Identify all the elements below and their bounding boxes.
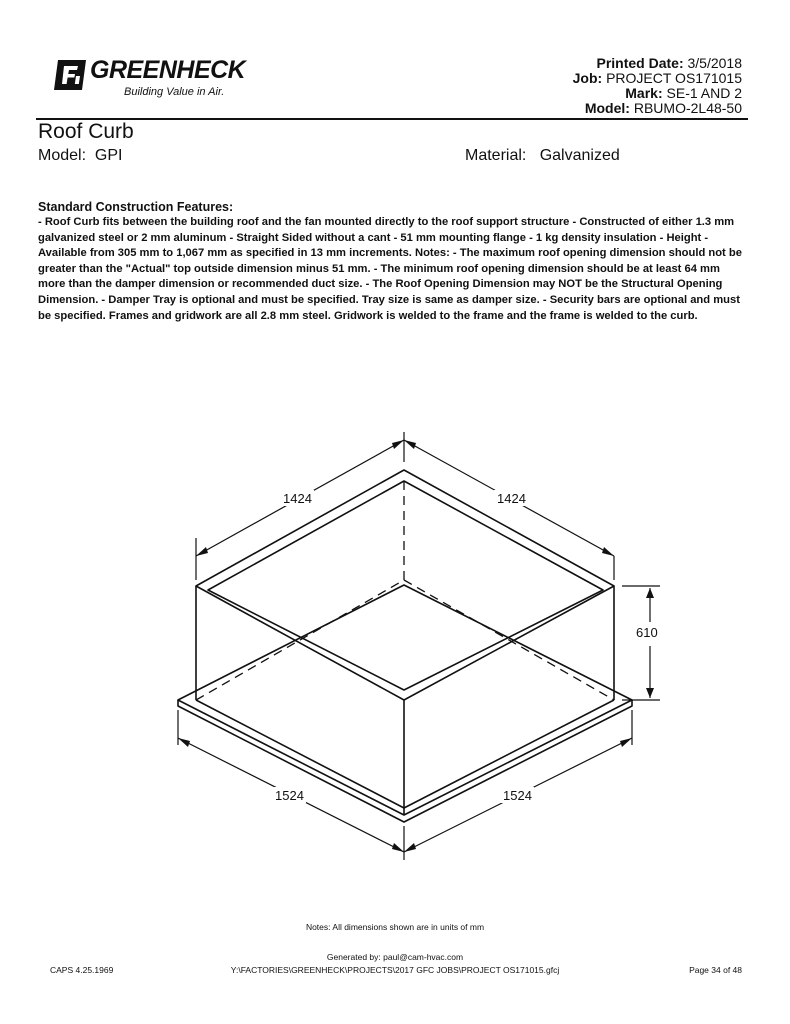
greenheck-logo [52, 56, 252, 102]
page-number: Page 34 of 48 [689, 965, 742, 975]
logo-mark-icon [52, 58, 88, 92]
logo-tagline: Building Value in Air. [124, 86, 225, 98]
features-text: - Roof Curb fits between the building roof and the fan mounted directly to the roof support structure - Constructed of either 1.3 mm galvanized steel or 2 mm aluminum - Straight Sided without a cant - 51 mm mounting flange - 1 kg density insulation - Height - Available from 305 mm to 1,067 mm as specified in 13 mm increments. Notes: - The maximum roof opening dimension should not be greater than the "Actual" top outside dimension minus 51 mm. - The minimum roof opening dimension should be at least 64 mm more than the damper dimension or recommended duct size. - The Roof Opening Dimension may NOT be the Structural Opening Dimension. - Damper Tray is optional and must be specified. Tray size is same as damper size. - Security bars are optional and must be specified. Frames and gridwork are all 2.8 mm steel. Gridwork is welded to the frame and the frame is welded to the curb. [38, 216, 742, 322]
model-header-line [585, 100, 742, 116]
printed-date-line [596, 55, 742, 71]
printed-date-value: 3/5/2018 [687, 55, 742, 71]
features-heading: Standard Construction Features: [38, 200, 234, 214]
model-line [38, 147, 122, 165]
job-value: PROJECT OS171015 [606, 70, 742, 86]
model-value: GPI [94, 147, 123, 164]
printed-date-label: Printed Date: [596, 55, 684, 71]
generated-by: Generated by: paul@cam-hvac.com [326, 952, 464, 962]
model-header-value: RBUMO-2L48-50 [633, 100, 742, 116]
units-note: Notes: All dimensions shown are in units of mm [305, 922, 485, 932]
dim-base-right: 1524 [503, 788, 532, 803]
dim-top-left: 1424 [283, 491, 312, 506]
material-label: Material: [465, 147, 527, 164]
dim-top-right: 1424 [497, 491, 526, 506]
logo-wordmark: GREENHECK [90, 56, 246, 84]
material-value: Galvanized [539, 147, 620, 164]
model-label: Model: [38, 147, 87, 164]
roof-curb-drawing [0, 420, 790, 870]
dim-height: 610 [636, 625, 658, 640]
mark-label: Mark: [625, 85, 663, 101]
job-line [573, 70, 742, 86]
caps-version: CAPS 4.25.1969 [50, 965, 114, 975]
flange-thickness [178, 700, 632, 822]
dim-base-left: 1524 [275, 788, 304, 803]
mark-line [625, 85, 742, 101]
job-label: Job: [572, 70, 603, 86]
mark-value: SE-1 AND 2 [666, 85, 742, 101]
material-line [465, 147, 620, 165]
header-divider [36, 118, 748, 120]
file-path: Y:\FACTORIES\GREENHECK\PROJECTS\2017 GFC JOBS\PROJECT OS171015.gfcj [230, 965, 560, 975]
document-title: Roof Curb [38, 120, 134, 143]
model-header-label: Model: [584, 100, 630, 116]
